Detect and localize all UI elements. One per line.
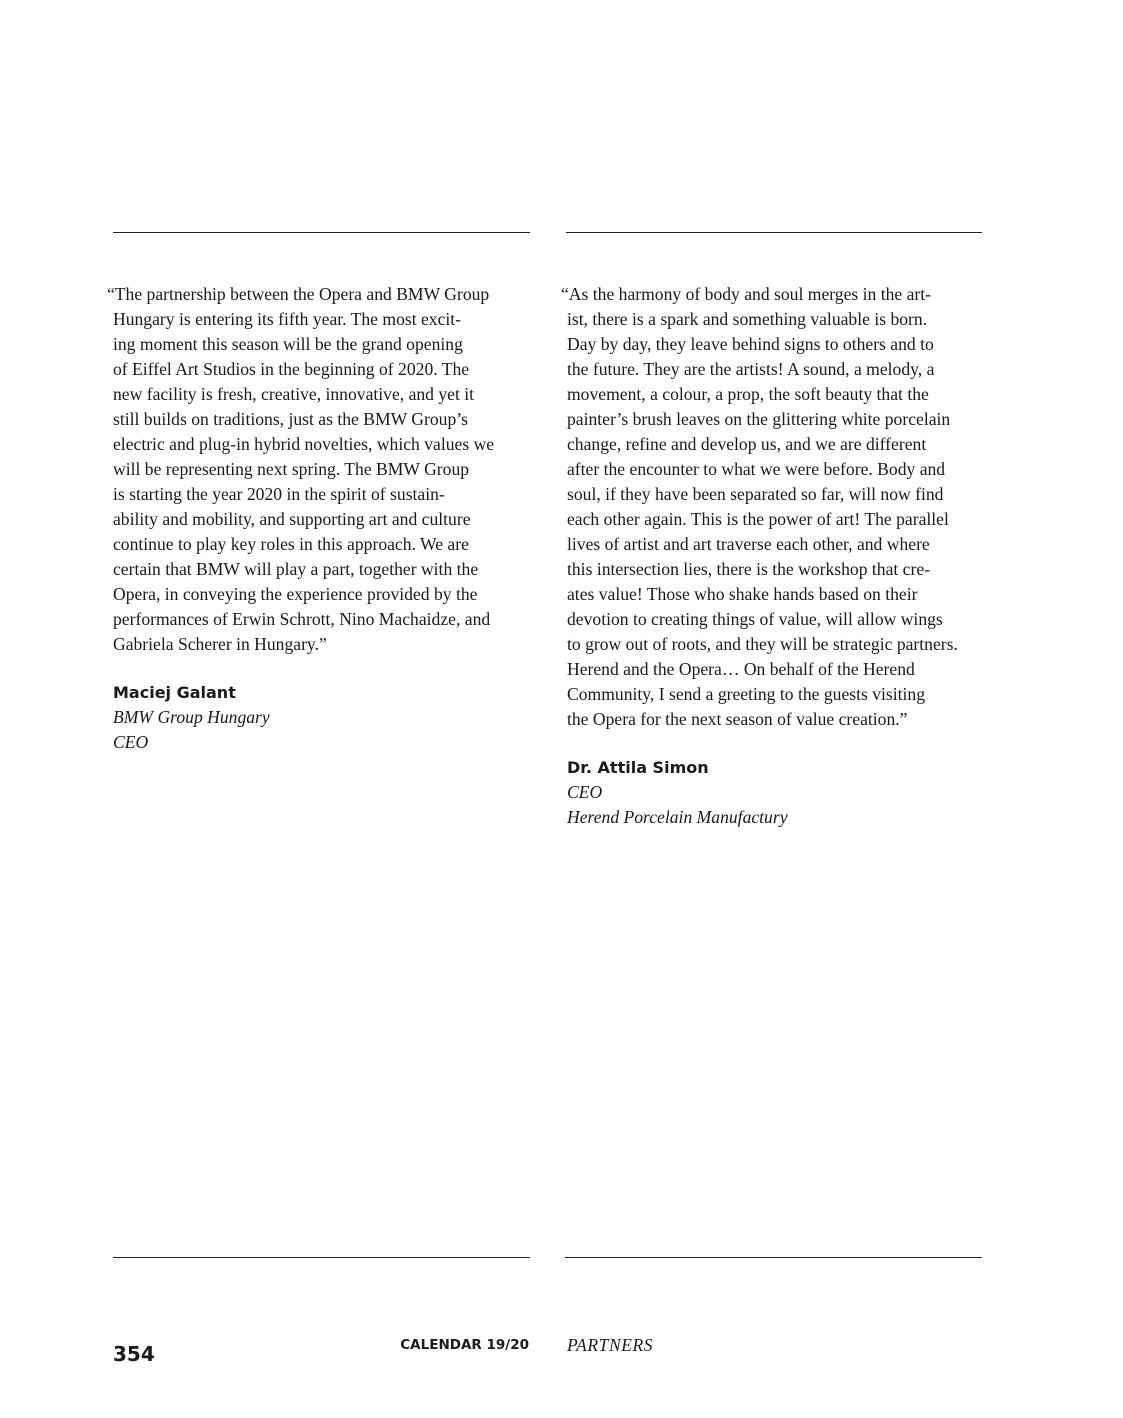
left-quote-line: Hungary is entering its fifth year. The most excit- bbox=[113, 309, 462, 329]
signatory-name: Maciej Galant bbox=[113, 683, 236, 702]
right-quote-line: change, refine and develop us, and we are different bbox=[567, 434, 927, 454]
left-quote-line: will be representing next spring. The BMW Group bbox=[113, 459, 470, 479]
right-quote-line: painter’s brush leaves on the glittering white porcelain bbox=[567, 409, 951, 429]
left-quote-line: is starting the year 2020 in the spirit of sustain- bbox=[113, 484, 445, 504]
left-quote-line: Gabriela Scherer in Hungary.” bbox=[113, 634, 327, 654]
right-quote-line: the Opera for the next season of value creation.” bbox=[567, 709, 908, 729]
right-quote-line: Day by day, they leave behind signs to others and to bbox=[567, 334, 934, 354]
left-quote-line: still builds on traditions, just as the BMW Group’s bbox=[113, 409, 468, 429]
section-title: PARTNERS bbox=[567, 1335, 654, 1355]
right-quote-line: this intersection lies, there is the workshop that cre- bbox=[567, 559, 931, 579]
left-quote-column bbox=[107, 282, 537, 755]
right-quote bbox=[561, 282, 1001, 732]
left-quote-line: Opera, in conveying the experience provided by the bbox=[113, 584, 478, 604]
right-quote-line: Herend and the Opera… On behalf of the Herend bbox=[567, 659, 915, 679]
bottom-rule-right bbox=[565, 1257, 982, 1258]
right-signature bbox=[561, 755, 1001, 830]
left-quote-line: ing moment this season will be the grand opening bbox=[113, 334, 463, 354]
right-quote-line: the future. They are the artists! A sound, a melody, a bbox=[567, 359, 935, 379]
left-quote-line: electric and plug-in hybrid novelties, which values we bbox=[113, 434, 495, 454]
right-quote-line: ates value! Those who shake hands based on their bbox=[567, 584, 918, 604]
right-quote-line: “As the harmony of body and soul merges in the art- bbox=[561, 284, 932, 304]
left-quote-line: certain that BMW will play a part, together with the bbox=[113, 559, 479, 579]
right-quote-line: to grow out of roots, and they will be strategic partners. bbox=[567, 634, 958, 654]
signatory-title: CEO bbox=[113, 732, 149, 752]
right-quote-line: Community, I send a greeting to the guests visiting bbox=[567, 684, 926, 704]
signatory-company: BMW Group Hungary bbox=[113, 707, 270, 727]
top-rule-left bbox=[113, 232, 530, 233]
left-quote-line: continue to play key roles in this approach. We are bbox=[113, 534, 469, 554]
right-quote-column bbox=[561, 282, 1001, 830]
signatory-title: CEO bbox=[567, 782, 603, 802]
right-quote-line: ist, there is a spark and something valuable is born. bbox=[567, 309, 928, 329]
left-quote-line: performances of Erwin Schrott, Nino Machaidze, and bbox=[113, 609, 491, 629]
bottom-rule-left bbox=[113, 1257, 530, 1258]
right-quote-line: each other again. This is the power of art! The parallel bbox=[567, 509, 949, 529]
page-number: 354 bbox=[113, 1342, 155, 1366]
top-rule-right bbox=[566, 232, 982, 233]
left-signature bbox=[107, 680, 537, 755]
right-quote-line: movement, a colour, a prop, the soft beauty that the bbox=[567, 384, 929, 404]
left-quote-line: ability and mobility, and supporting art and culture bbox=[113, 509, 471, 529]
signatory-company: Herend Porcelain Manufactury bbox=[567, 807, 788, 827]
left-quote-line: of Eiffel Art Studios in the beginning of 2020. The bbox=[113, 359, 470, 379]
right-quote-line: devotion to creating things of value, will allow wings bbox=[567, 609, 943, 629]
left-quote bbox=[107, 282, 537, 657]
signatory-name: Dr. Attila Simon bbox=[567, 758, 709, 777]
left-quote-line: new facility is fresh, creative, innovative, and yet it bbox=[113, 384, 475, 404]
right-quote-line: soul, if they have been separated so far, will now find bbox=[567, 484, 944, 504]
right-quote-line: lives of artist and art traverse each other, and where bbox=[567, 534, 930, 554]
publication-title: CALENDAR 19/20 bbox=[400, 1337, 529, 1353]
left-quote-line: “The partnership between the Opera and BMW Group bbox=[107, 284, 490, 304]
right-quote-line: after the encounter to what we were before. Body and bbox=[567, 459, 946, 479]
